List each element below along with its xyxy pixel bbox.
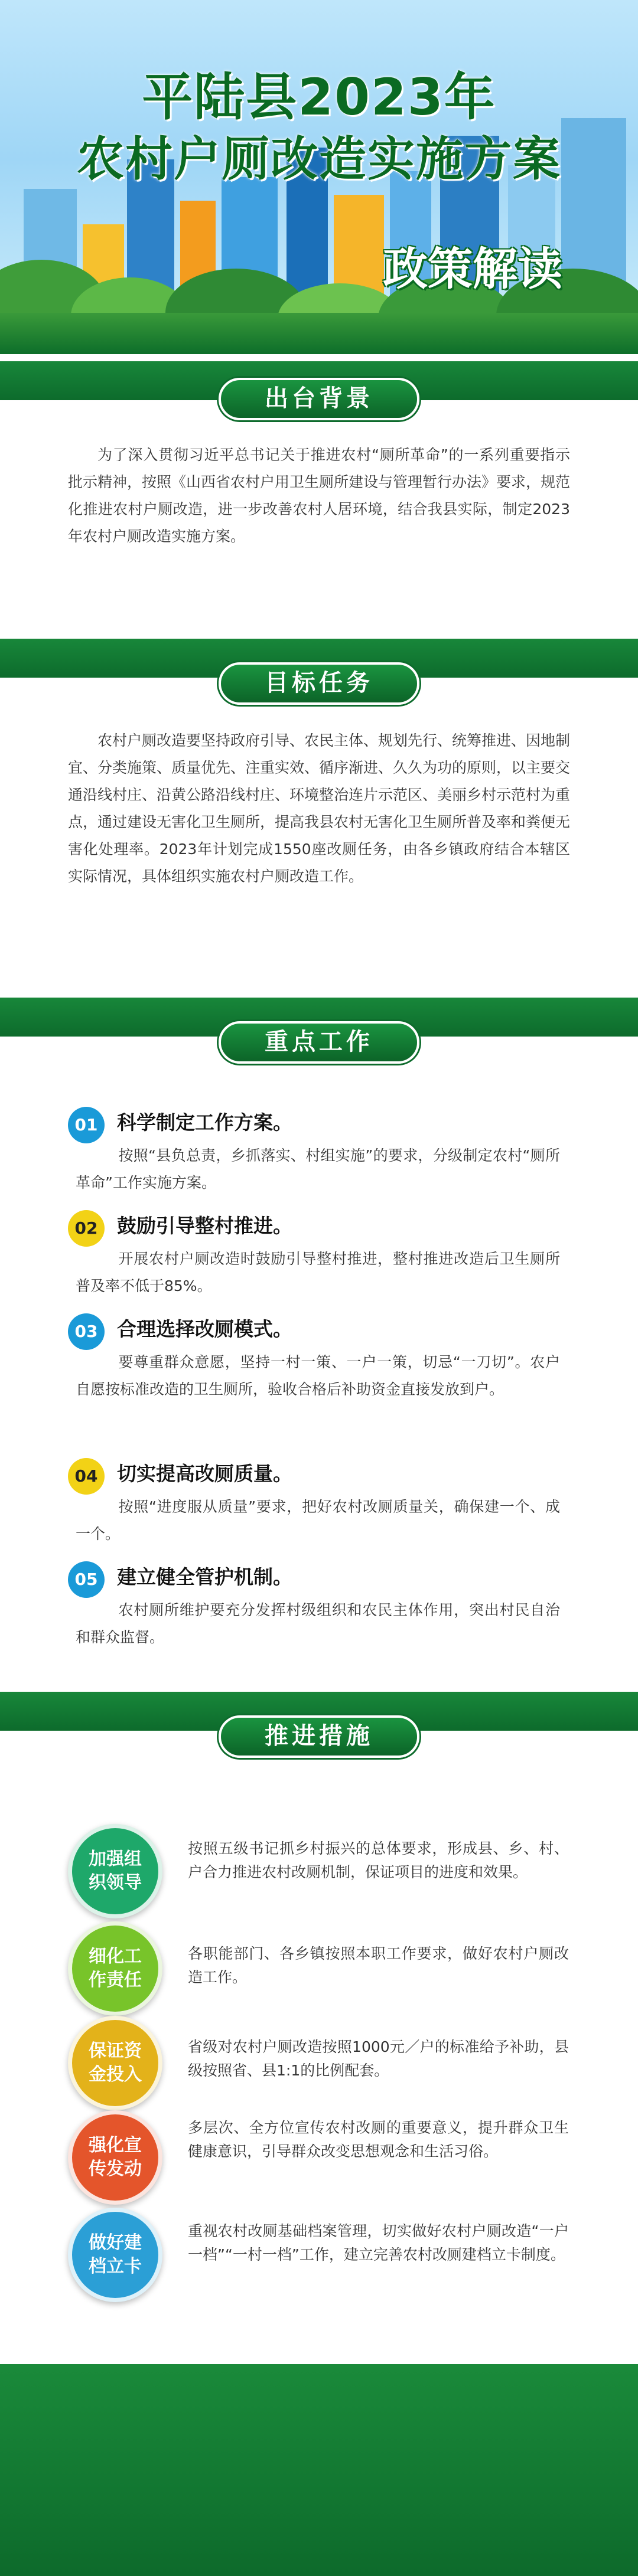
section-heading-key-work: 重点工作 (219, 1021, 419, 1064)
measure-text: 按照五级书记抓乡村振兴的总体要求，形成县、乡、村、户合力推进农村改厕机制，保证项目的进度和效果。 (188, 1840, 569, 1881)
footer-band (0, 2364, 638, 2576)
measure-text: 各职能部门、各乡镇按照本职工作要求，做好农村户厕改造工作。 (188, 1945, 569, 1986)
measure-label: 保证资金投入 (89, 2041, 142, 2085)
key-work-title: 合理选择改厕模式。 (117, 1318, 292, 1341)
measure-badge (68, 2208, 162, 2302)
measure-text: 省级对农村户厕改造按照1000元／户的标准给予补助，县级按照省、县1:1的比例配套。 (188, 2038, 569, 2079)
measure-text: 多层次、全方位宣传农村改厕的重要意义，提升群众卫生健康意识，引导群众改变思想观念和生活习俗。 (188, 2119, 569, 2160)
measure-badge (68, 1824, 162, 1918)
measure-label: 做好建档立卡 (89, 2232, 142, 2277)
measure-badge (68, 2016, 162, 2110)
key-work-title: 鼓励引导整村推进。 (117, 1214, 292, 1237)
page-subtitle: 政策解读 (383, 243, 562, 295)
background-paragraph: 为了深入贯彻习近平总书记关于推进农村“厕所革命”的一系列重要指示批示精神，按照《山西省农村户用卫生厕所建设与管理暂行办法》要求，规范化推进农村户厕改造，进一步改善农村人居环境，结合我县实际，制定2023年农村户厕改造实施方案。 (68, 446, 571, 545)
key-work-number-badge: 03 (68, 1313, 105, 1350)
key-work-title: 建立健全管护机制。 (117, 1565, 292, 1588)
measure-label: 细化工作责任 (89, 1946, 142, 1990)
key-work-body: 开展农村户厕改造时鼓励引导整村推进，整村推进改造后卫生厕所普及率不低于85%。 (76, 1250, 560, 1294)
page-title-line1: 平陆县2023年 (142, 68, 496, 127)
key-work-title: 切实提高改厕质量。 (117, 1462, 292, 1485)
section-heading-background: 出台背景 (219, 378, 419, 420)
measure-label: 加强组织领导 (89, 1849, 142, 1893)
goals-paragraph: 农村户厕改造要坚持政府引导、农民主体、规划先行、统筹推进、因地制宜、分类施策、质量优先、注重实效、循序渐进、久久为功的原则，以主要交通沿线村庄、沿黄公路沿线村庄、环境整治连片示范区、美丽乡村示范村为重点，通过建设无害化卫生厕所，提高我县农村无害化卫生厕所普及率和粪便无害化处理率。2023年计划完成1550座改厕任务，由各乡镇政府结合本辖区实际情况，具体组织实施农村户厕改造工作。 (68, 732, 571, 885)
key-work-title: 科学制定工作方案。 (117, 1111, 292, 1134)
key-work-number-badge: 01 (68, 1107, 105, 1143)
page-title-line2: 农村户厕改造实施方案 (77, 132, 561, 187)
key-work-body: 要尊重群众意愿，坚持一村一策、一户一策，切忌“一刀切”。农户自愿按标准改造的卫生厕所，验收合格后补助资金直接发放到户。 (76, 1354, 560, 1398)
key-work-number-badge: 04 (68, 1458, 105, 1495)
measure-badge (68, 1921, 162, 2016)
measure-label: 强化宣传发动 (89, 2135, 142, 2179)
ground-strip (0, 313, 638, 354)
hero-banner (0, 0, 638, 354)
section-heading-measures: 推进措施 (219, 1715, 419, 1758)
key-work-number-badge: 05 (68, 1561, 105, 1598)
key-work-body: 按照“县负总责，乡抓落实、村组实施”的要求，分级制定农村“厕所革命”工作实施方案。 (76, 1147, 560, 1191)
key-work-number-badge: 02 (68, 1210, 105, 1247)
section-heading-goals: 目标任务 (219, 662, 419, 705)
key-work-body: 农村厕所维护要充分发挥村级组织和农民主体作用，突出村民自治和群众监督。 (76, 1601, 560, 1646)
measure-badge (68, 2110, 162, 2205)
key-work-body: 按照“进度服从质量”要求，把好农村改厕质量关，确保建一个、成一个。 (76, 1498, 560, 1542)
measure-text: 重视农村改厕基础档案管理，切实做好农村户厕改造“一户一档”“一村一档”工作，建立完善农村改厕建档立卡制度。 (188, 2222, 569, 2263)
